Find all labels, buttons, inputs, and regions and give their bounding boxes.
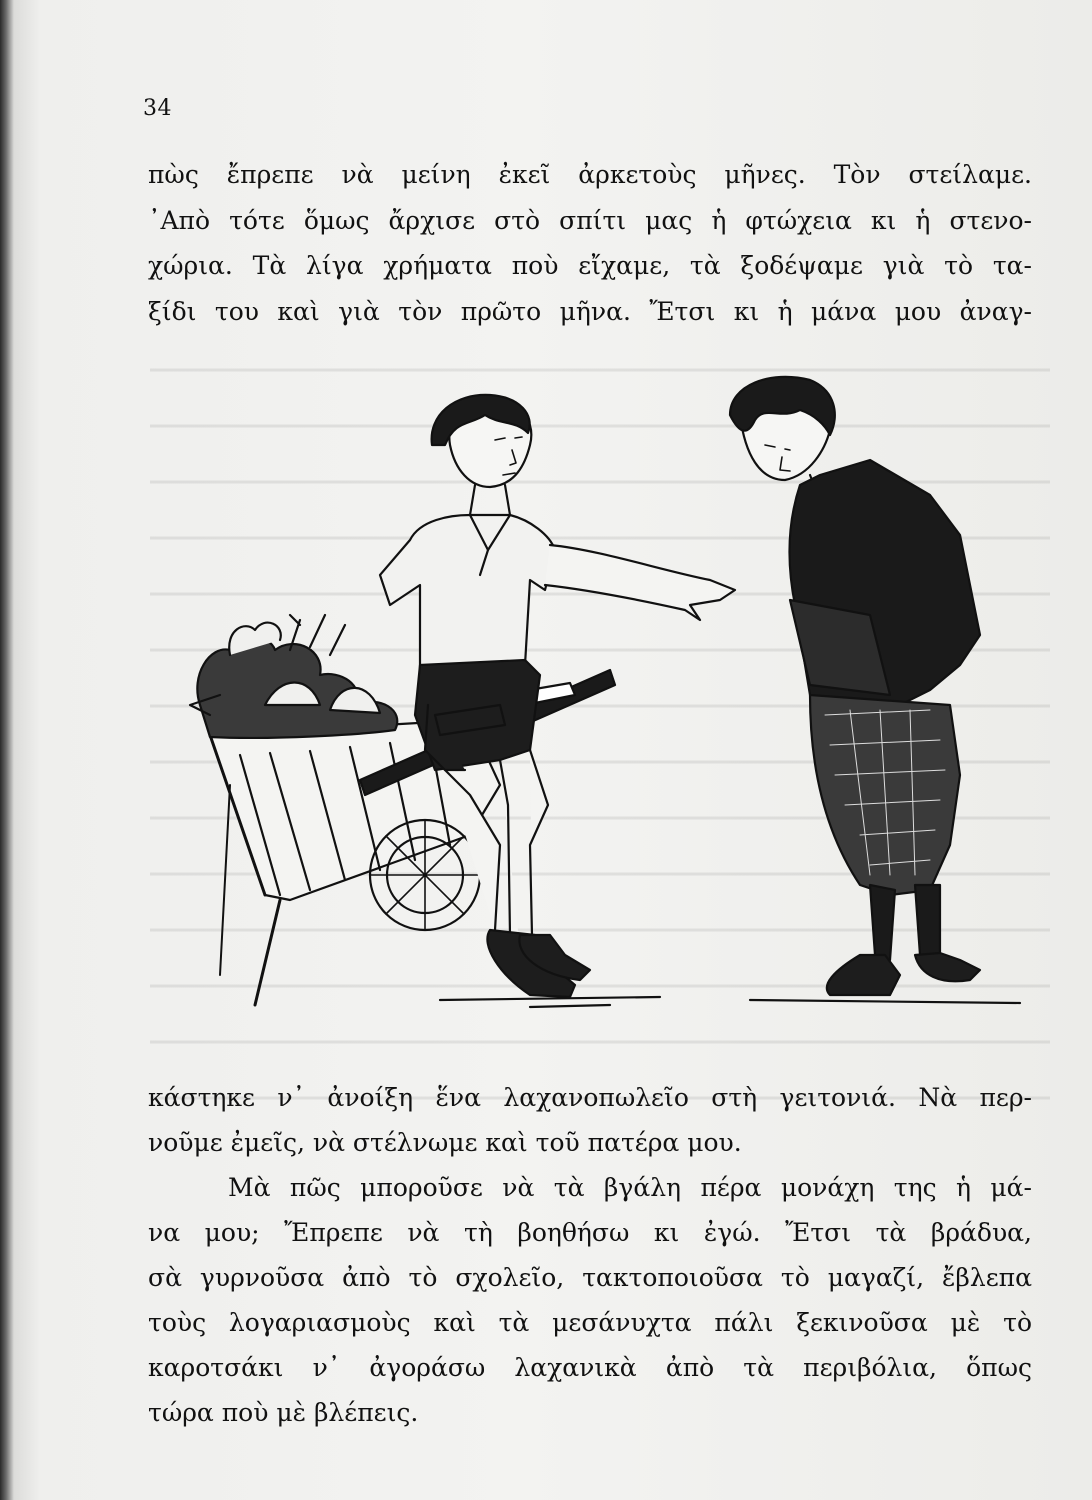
text-line: νοῦμε ἐμεῖς, νὰ στέλνωμε καὶ τοῦ πατέρα μου. bbox=[148, 1128, 742, 1157]
text-line: τοὺς λογαριασμοὺς καὶ τὰ μεσάνυχτα πάλι ξεκινοῦσα μὲ τὸ bbox=[148, 1308, 1032, 1337]
vegetables-drawing bbox=[190, 615, 397, 738]
text-line: τώρα ποὺ μὲ βλέπεις. bbox=[148, 1398, 419, 1427]
page-number: 34 bbox=[143, 96, 172, 121]
student-figure bbox=[730, 377, 980, 995]
text-line: σὰ γυρνοῦσα ἀπὸ τὸ σχολεῖο, τακτοποιοῦσα τὸ μαγαζί, ἔβλεπα bbox=[148, 1263, 1032, 1292]
illustration-boy-with-cart bbox=[170, 375, 1040, 1035]
text-line: χώρια. Τὰ λίγα χρήματα ποὺ εἴχαμε, τὰ ξοδέψαμε γιὰ τὸ τα- bbox=[148, 251, 1032, 280]
text-line: Μὰ πῶς μποροῦσε νὰ τὰ βγάλη πέρα μονάχη της ἡ μά- bbox=[228, 1173, 1032, 1202]
text-line: καροτσάκι ν᾿ ἀγοράσω λαχανικὰ ἀπὸ τὰ περιβόλια, ὅπως bbox=[148, 1353, 1032, 1382]
paragraph-bottom bbox=[148, 1075, 1032, 1435]
text-line: να μου; Ἔπρεπε νὰ τὴ βοηθήσω κι ἐγώ. Ἔτσι τὰ βράδυα, bbox=[148, 1218, 1032, 1247]
text-line: πὼς ἔπρεπε νὰ μείνη ἐκεῖ ἀρκετοὺς μῆνες. Τὸν στείλαμε. bbox=[148, 160, 1032, 189]
text-line: κάστηκε ν᾿ ἀνοίξη ἕνα λαχανοπωλεῖο στὴ γειτονιά. Νὰ περ- bbox=[148, 1083, 1032, 1112]
ground-line-left bbox=[440, 997, 660, 1000]
paragraph-top bbox=[148, 152, 1032, 334]
text-line: ξίδι του καὶ γιὰ τὸν πρῶτο μῆνα. Ἔτσι κι ἡ μάνα μου ἀναγ- bbox=[148, 296, 1032, 326]
ground-line-right bbox=[750, 1000, 1020, 1003]
text-line: ᾿Απὸ τότε ὅμως ἄρχισε στὸ σπίτι μας ἡ φτώχεια κι ἡ στενο- bbox=[148, 205, 1032, 235]
